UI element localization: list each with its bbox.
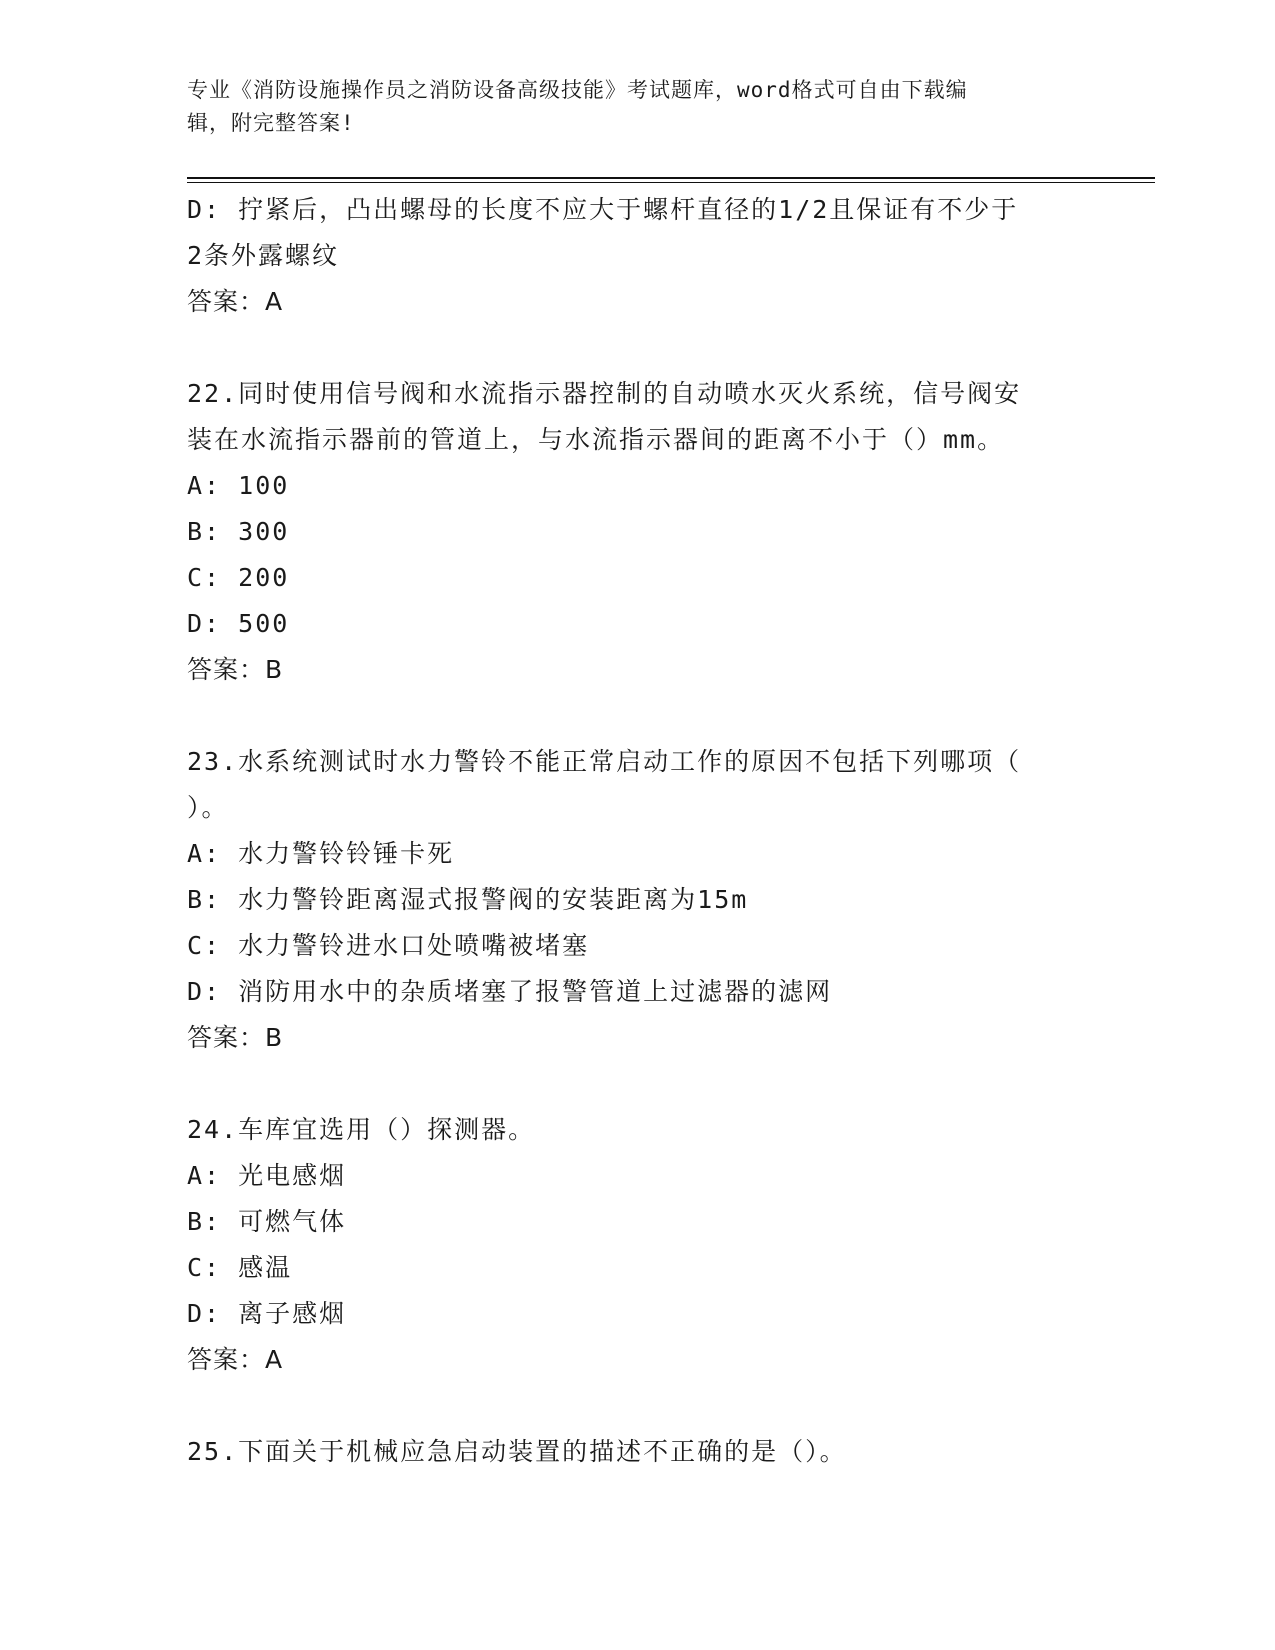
option-d: D: 拧紧后，凸出螺母的长度不应大于螺杆直径的1/2且保证有不少于 <box>187 195 1019 224</box>
question-22 <box>187 371 1087 693</box>
option-b: B: 300 <box>187 517 290 546</box>
answer: 答案：B <box>187 655 284 684</box>
question-24 <box>187 1107 1087 1383</box>
spacer <box>187 1383 1087 1429</box>
question-stem: ）。 <box>187 793 229 822</box>
page-header <box>187 74 1067 140</box>
header-line-1: 专业《消防设施操作员之消防设备高级技能》考试题库，word格式可自由下载编 <box>187 78 968 102</box>
question-23 <box>187 739 1087 1061</box>
question-stem: 装在水流指示器前的管道上，与水流指示器间的距离不小于（）mm。 <box>187 425 1005 454</box>
spacer <box>187 693 1087 739</box>
option-d: D: 离子感烟 <box>187 1299 347 1328</box>
option-a: A: 100 <box>187 471 290 500</box>
header-line-2: 辑，附完整答案! <box>187 111 355 135</box>
option-d: D: 消防用水中的杂质堵塞了报警管道上过滤器的滤网 <box>187 977 833 1006</box>
spacer <box>187 325 1087 371</box>
question-stem: 22.同时使用信号阀和水流指示器控制的自动喷水灭火系统，信号阀安 <box>187 379 1022 408</box>
answer: 答案：A <box>187 1345 284 1374</box>
prev-question-tail <box>187 187 1087 325</box>
option-a: A: 水力警铃铃锤卡死 <box>187 839 455 868</box>
spacer <box>187 1061 1087 1107</box>
answer: 答案：B <box>187 1023 284 1052</box>
question-25 <box>187 1429 1087 1475</box>
option-d: D: 500 <box>187 609 290 638</box>
option-c: C: 水力警铃进水口处喷嘴被堵塞 <box>187 931 590 960</box>
option-c: C: 感温 <box>187 1253 293 1282</box>
question-stem: 24.车库宜选用（）探测器。 <box>187 1115 536 1144</box>
answer: 答案：A <box>187 287 284 316</box>
header-rule-thin <box>187 182 1155 183</box>
question-stem: 25.下面关于机械应急启动装置的描述不正确的是（）。 <box>187 1437 847 1466</box>
document-body <box>187 187 1087 1475</box>
option-c: C: 200 <box>187 563 290 592</box>
option-b: B: 可燃气体 <box>187 1207 347 1236</box>
option-d-continued: 2条外露螺纹 <box>187 241 340 270</box>
option-b: B: 水力警铃距离湿式报警阀的安装距离为15m <box>187 885 749 914</box>
option-a: A: 光电感烟 <box>187 1161 347 1190</box>
header-rule <box>187 177 1155 179</box>
question-stem: 23.水系统测试时水力警铃不能正常启动工作的原因不包括下列哪项（ <box>187 747 1022 776</box>
